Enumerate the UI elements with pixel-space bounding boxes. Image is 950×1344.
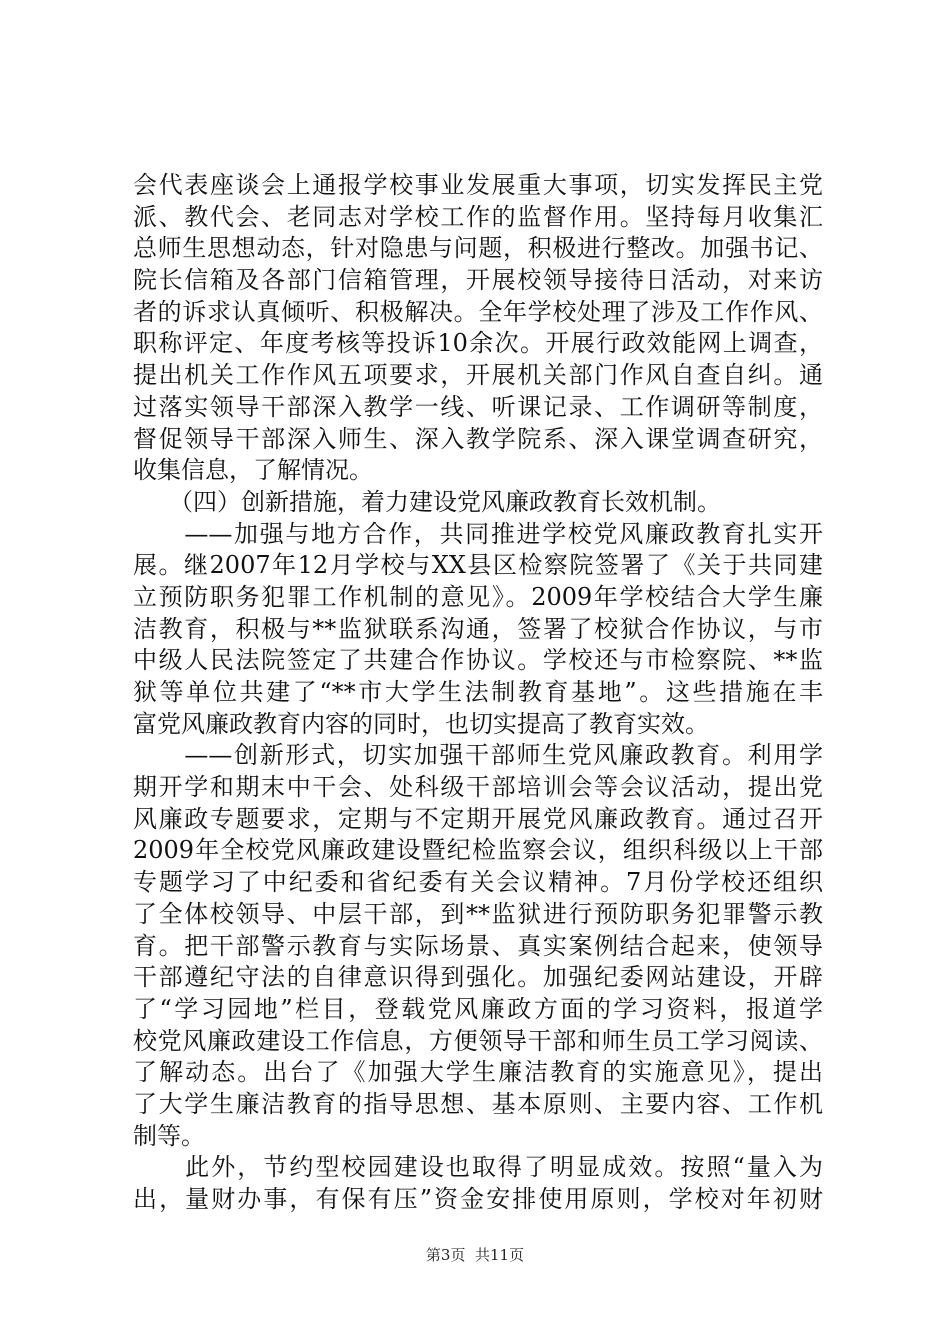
text-line: 洁教育，积极与**监狱联系沟通，签署了校狱合作协议，与市 — [133, 614, 823, 643]
page-footer: 第3页 共11页 — [425, 1246, 525, 1264]
text-line: 了大学生廉洁教育的指导思想、基本原则、主要内容、工作机 — [133, 1089, 823, 1118]
text-line: 期开学和期末中干会、处科级干部培训会等会议活动，提出党 — [133, 773, 823, 802]
text-line: ——创新形式，切实加强干部师生党风廉政教育。利用学 — [133, 741, 823, 770]
text-line: 了全体校领导、中层干部，到**监狱进行预防职务犯罪警示教 — [133, 899, 823, 928]
text-line: 提出机关工作作风五项要求，开展机关部门作风自查自纠。通 — [133, 361, 823, 390]
text-line: 中级人民法院签定了共建合作协议。学校还与市检察院、**监 — [133, 646, 823, 675]
text-line: 校党风廉政建设工作信息，方便领导干部和师生员工学习阅读、 — [133, 1026, 823, 1055]
text-line: 育。把干部警示教育与实际场景、真实案例结合起来，使领导 — [133, 931, 823, 960]
document-body — [133, 170, 823, 1216]
text-line: 风廉政专题要求，定期与不定期开展党风廉政教育。通过召开 — [133, 804, 823, 833]
text-line: 专题学习了中纪委和省纪委有关会议精神。7月份学校还组织 — [133, 868, 823, 897]
text-line: 派、教代会、老同志对学校工作的监督作用。坚持每月收集汇 — [133, 202, 823, 231]
text-line: 督促领导干部深入师生、深入教学院系、深入课堂调查研究， — [133, 424, 823, 453]
text-line: ——加强与地方合作，共同推进学校党风廉政教育扎实开 — [133, 519, 823, 548]
text-line: 收集信息，了解情况。 — [133, 456, 373, 485]
text-line: 了解动态。出台了《加强大学生廉洁教育的实施意见》，提出 — [133, 1058, 823, 1087]
text-line: 干部遵纪守法的自律意识得到强化。加强纪委网站建设，开辟 — [133, 963, 823, 992]
text-line: 者的诉求认真倾听、积极解决。全年学校处理了涉及工作作风、 — [133, 297, 823, 326]
text-line: 立预防职务犯罪工作机制的意见》。2009年学校结合大学生廉 — [133, 582, 823, 611]
text-line: 富党风廉政教育内容的同时，也切实提高了教育实效。 — [133, 709, 709, 738]
text-line: 狱等单位共建了“**市大学生法制教育基地”。这些措施在丰 — [133, 678, 823, 706]
text-line: 会代表座谈会上通报学校事业发展重大事项，切实发挥民主党 — [133, 171, 823, 199]
text-line: 过落实领导干部深入教学一线、听课记录、工作调研等制度， — [133, 392, 823, 421]
text-line: （四）创新措施，着力建设党风廉政教育长效机制。 — [133, 487, 721, 516]
text-line: 了“学习园地”栏目，登载党风廉政方面的学习资料，报道学 — [133, 994, 823, 1023]
text-line: 总师生思想动态，针对隐患与问题，积极进行整改。加强书记、 — [133, 234, 823, 263]
text-line: 出，量财办事，有保有压”资金安排使用原则，学校对年初财 — [133, 1185, 823, 1213]
text-line: 院长信箱及各部门信箱管理，开展校领导接待日活动，对来访 — [133, 266, 823, 295]
text-line: 制等。 — [133, 1121, 205, 1150]
text-line: 展。继2007年12月学校与XX县区检察院签署了《关于共同建 — [133, 551, 823, 580]
text-line: 此外，节约型校园建设也取得了明显成效。按照“量入为 — [133, 1153, 823, 1182]
text-line: 职称评定、年度考核等投诉10余次。开展行政效能网上调查， — [133, 329, 823, 358]
text-line: 2009年全校党风廉政建设暨纪检监察会议，组织科级以上干部 — [133, 836, 823, 865]
